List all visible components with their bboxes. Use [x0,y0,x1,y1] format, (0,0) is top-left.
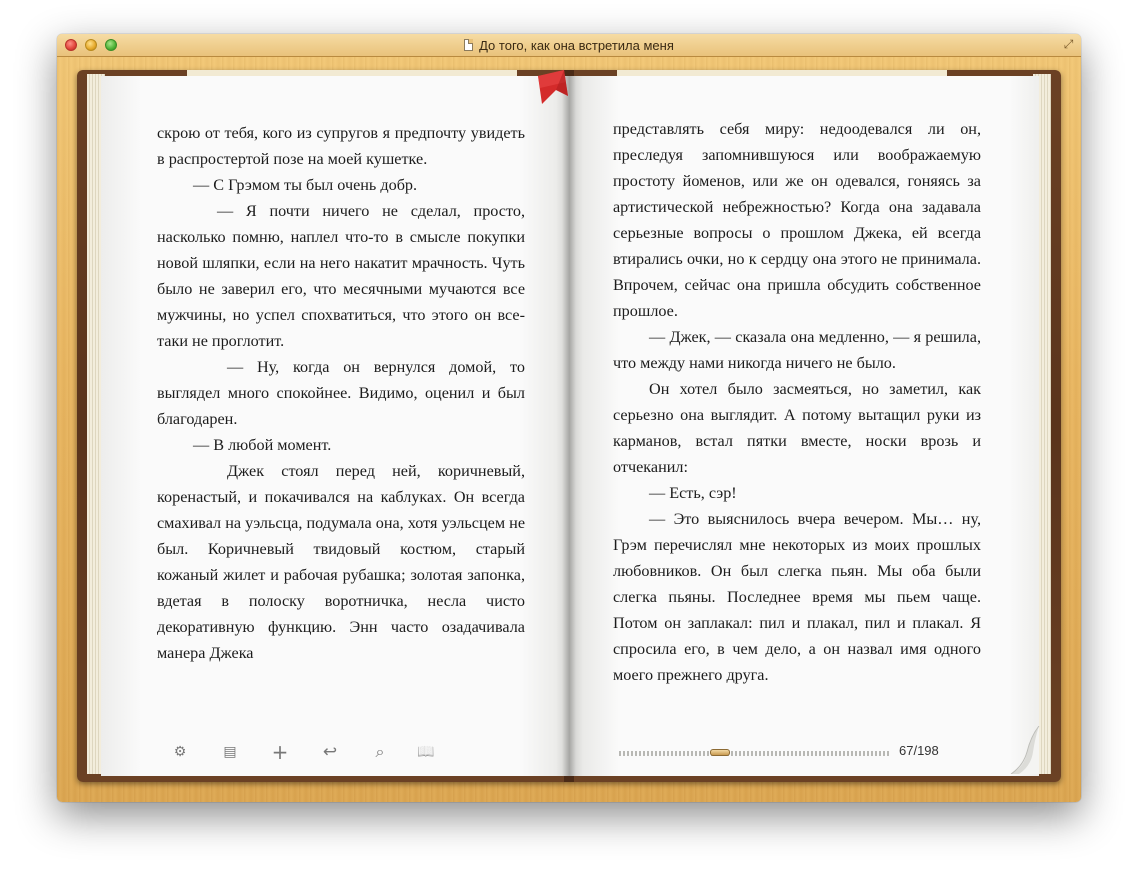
table-of-contents-icon[interactable]: ▤ [223,744,237,760]
spine-shadow [562,76,576,776]
page-counter: 67/198 [899,743,939,758]
document-icon [464,39,473,51]
gear-icon[interactable]: ⚙ [173,744,187,760]
paragraph: Он хотел было засмеяться, но заметил, как серьезно она выглядит. А потому вытащил руки из карманов, встал пятки вместе, носки врозь и отчеканил: [613,380,981,476]
reader-window [57,34,1081,802]
bookmark-ribbon-icon[interactable] [534,68,570,108]
paragraph: — Джек, — сказала она медленно, — я решила, что между нами никогда ничего не было. [613,328,981,372]
back-arrow-icon[interactable]: ↩ [322,742,338,762]
paragraph: представлять себя миру: недоодевался ли он, преследуя запомнившуюся или воображаемую простоту йоменов, или же он одевался, гоняясь за артистической небрежностью? Когда она задавала серьезные вопросы о прошлом Джека, ей всегда втирались очки, но к сердцу она этого не принимала. Впрочем, сейчас она пришла обсудить собственное прошлое. [613,120,981,320]
plus-icon[interactable]: + [271,740,289,764]
fullscreen-icon[interactable]: ⤢ [1063,37,1074,51]
paragraph: скрою от тебя, кого из супругов я предпочту увидеть в распростертой позе на моей кушетке. [157,124,525,168]
page-curl-icon[interactable] [1005,726,1041,774]
paragraph: — С Грэмом ты был очень добр. [193,176,418,194]
paragraph: — В любой момент. [193,436,332,454]
paragraph: — Я почти ничего не сделал, просто, насколько помню, наплел что-то в смысле покупки новой шляпки, если на него накатит мрачность. Чуть было не заверил его, что месячными мучаются все мужчины, но успел спохватиться, что этого он все-таки не проглотит. [157,202,525,350]
title-bar[interactable] [57,34,1081,57]
progress-thumb[interactable] [710,749,730,756]
paragraph: — Есть, сэр! [649,484,737,502]
window-title: До того, как она встретила меня [479,37,674,53]
paragraph: — Ну, когда он вернулся домой, то выглядел много спокойнее. Видимо, оценил и был благодарен. [157,358,525,428]
search-icon[interactable]: ⌕ [375,742,385,761]
library-book-icon[interactable]: 📖 [417,744,435,760]
paragraph: — Это выяснилось вчера вечером. Мы… ну, Грэм перечислял мне некоторых из моих прошлых любовников. Он был слегка пьян. Мы оба были слегка пьяны. Последнее время мы пьем чаще. Потом он заплакал: пил и плакал, пил и плакал. Я спросила его, в чем дело, а он назвал имя одного моего прежнего друга. [613,510,981,684]
window-title-area [57,34,1081,56]
reading-progress-bar[interactable] [619,751,889,756]
right-page-text [613,116,981,688]
left-page-text [157,120,525,666]
paragraph: Джек стоял перед ней, коричневый, коренастый, и покачивался на каблуках. Он всегда смахивал на уэльсца, подумала она, хотя уэльсцем не был. Коричневый твидовый костюм, старый кожаный жилет и рабочая рубашка; золотая запонка, вдетая в полоску воротничка, несла чисто декоративную функцию. Энн часто озадачивала манера Джека [157,462,525,662]
